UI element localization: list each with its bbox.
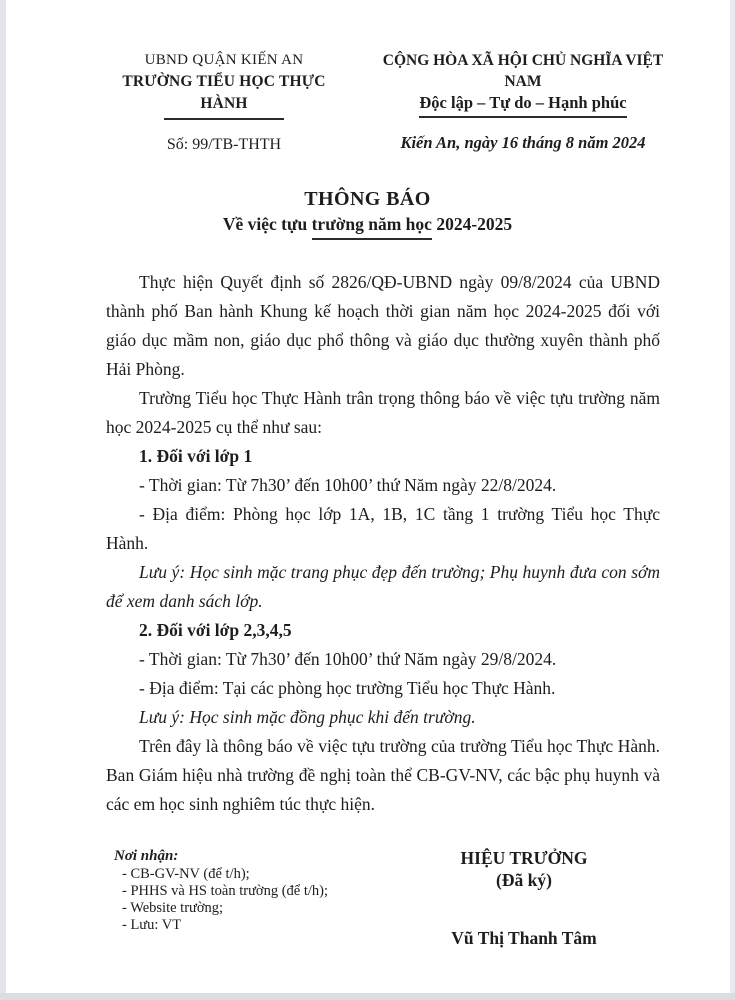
document-number: Số: 99/TB-THTH: [166, 136, 282, 153]
section2-heading: 2. Đối với lớp 2,3,4,5: [139, 620, 292, 640]
recipients-block: [114, 847, 328, 949]
document-subtitle: [0, 212, 735, 240]
document-header: [0, 0, 735, 156]
scan-edge-left: [0, 0, 6, 1000]
recipient-item: - CB-GV-NV (để t/h);: [122, 866, 250, 882]
closing-paragraph: Trên đây là thông báo về việc tựu trường của trường Tiểu học Thực Hành. Ban Giám hiệu nhà trường đề nghị toàn thể CB-GV-NV, các bậc phụ huynh và các em học sinh nghiêm túc thực hiện.: [106, 736, 660, 814]
signer-name: Vũ Thị Thanh Tâm: [451, 928, 597, 948]
section1-note: Lưu ý: Học sinh mặc trang phục đẹp đến trường; Phụ huynh đưa con sớm để xem danh sách lớp.: [106, 562, 660, 611]
issuing-org-parent: UBND QUẬN KIẾN AN: [144, 52, 304, 68]
document-footer: [114, 847, 655, 949]
section1-place: - Địa điểm: Phòng học lớp 1A, 1B, 1C tầng 1 trường Tiểu học Thực Hành.: [106, 504, 660, 553]
section2-note: Lưu ý: Học sinh mặc đồng phục khi đến trường.: [139, 707, 476, 727]
signature-block: [393, 847, 655, 949]
subtitle-suffix: 2024-2025: [431, 214, 513, 234]
signed-note: (Đã ký): [496, 870, 552, 890]
place-date-line: Kiến An, ngày 16 tháng 8 năm 2024: [400, 133, 646, 152]
recipient-item: - Lưu: VT: [122, 917, 182, 933]
national-motto-line1: CỘNG HÒA XÃ HỘI CHỦ NGHĨA VIỆT NAM: [382, 52, 664, 90]
section2-time: - Thời gian: Từ 7h30’ đến 10h00’ thứ Năm ngày 29/8/2024.: [139, 649, 557, 669]
document-title-block: [0, 186, 735, 240]
document-body: [106, 268, 660, 819]
recipient-item: - PHHS và HS toàn trường (để t/h);: [122, 883, 329, 899]
scan-edge-bottom: [0, 993, 735, 1000]
org-separator-line: [164, 118, 284, 120]
national-header-block: [377, 50, 669, 156]
signer-title: HIỆU TRƯỞNG: [460, 848, 588, 868]
subtitle-prefix: Về việc tựu: [222, 214, 312, 234]
national-motto-line2: [377, 92, 669, 118]
section1-heading: 1. Đối với lớp 1: [139, 446, 253, 466]
announce-paragraph: Trường Tiểu học Thực Hành trân trọng thông báo về việc tựu trường năm học 2024-2025 cụ thể như sau:: [106, 388, 660, 437]
issuing-org-name: TRƯỜNG TIỂU HỌC THỰC HÀNH: [122, 73, 326, 112]
scan-edge-right: [730, 0, 735, 1000]
section2-place: - Địa điểm: Tại các phòng học trường Tiểu học Thực Hành.: [139, 678, 556, 698]
section1-time: - Thời gian: Từ 7h30’ đến 10h00’ thứ Năm ngày 22/8/2024.: [139, 475, 557, 495]
subtitle-underlined-text: trường năm học: [312, 212, 432, 240]
recipient-item: - Website trường;: [122, 900, 224, 916]
recipients-label: Nơi nhận:: [114, 848, 179, 864]
issuing-org-block: [100, 50, 348, 156]
document-title: THÔNG BÁO: [304, 188, 431, 210]
national-motto-text: Độc lập – Tự do – Hạnh phúc: [419, 92, 626, 118]
intro-paragraph: Thực hiện Quyết định số 2826/QĐ-UBND ngày 09/8/2024 của UBND thành phố Ban hành Khung kế hoạch thời gian năm học 2024-2025 đối với giáo dục mầm non, giáo dục phổ thông và giáo dục thường xuyên thành phố Hải Phòng.: [106, 272, 660, 379]
recipients-list: [114, 866, 328, 934]
